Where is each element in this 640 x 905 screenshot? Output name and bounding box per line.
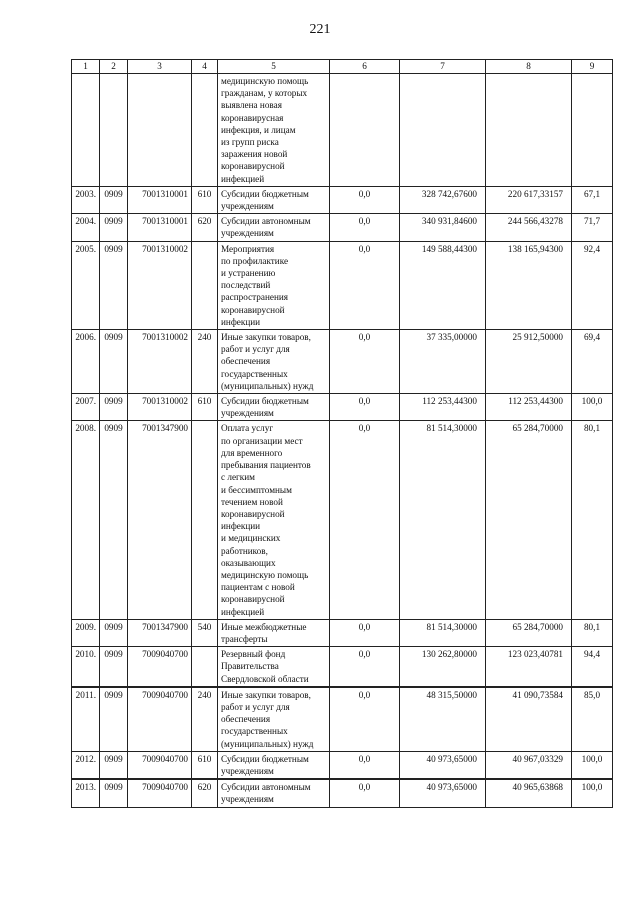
percent-executed: 69,4 [572, 330, 613, 394]
value-col-8: 244 566,43278 [486, 214, 572, 241]
column-header: 1 [72, 60, 100, 74]
table-row [72, 394, 613, 421]
item-name: медицинскую помощь гражданам, у которых выявлена новая коронавирусная инфекция, и лицам из групп риска заражения новой коронавирусной инфекцией [218, 74, 330, 187]
section-code: 0909 [100, 647, 128, 687]
table-row [72, 330, 613, 394]
section-code [100, 74, 128, 187]
value-col-8 [486, 74, 572, 187]
value-col-6: 0,0 [330, 421, 400, 619]
item-name: Мероприятия по профилактике и устранению последствий распространения коронавирусной инфекции [218, 241, 330, 329]
value-col-7: 81 514,30000 [400, 619, 486, 646]
expense-type-code: 610 [192, 751, 218, 779]
item-name: Субсидии бюджетным учреждениям [218, 751, 330, 779]
section-code: 0909 [100, 779, 128, 807]
row-number: 2010. [72, 647, 100, 687]
value-col-7: 81 514,30000 [400, 421, 486, 619]
value-col-8: 220 617,33157 [486, 186, 572, 213]
column-header: 8 [486, 60, 572, 74]
expense-type-code [192, 421, 218, 619]
table-row [72, 687, 613, 752]
target-article-code: 7009040700 [128, 751, 192, 779]
item-name: Субсидии бюджетным учреждениям [218, 186, 330, 213]
value-col-8: 112 253,44300 [486, 394, 572, 421]
value-col-7: 40 973,65000 [400, 779, 486, 807]
percent-executed: 100,0 [572, 394, 613, 421]
value-col-7: 149 588,44300 [400, 241, 486, 329]
item-name: Субсидии автономным учреждениям [218, 779, 330, 807]
section-code: 0909 [100, 619, 128, 646]
percent-executed [572, 74, 613, 187]
value-col-7: 48 315,50000 [400, 687, 486, 752]
percent-executed: 94,4 [572, 647, 613, 687]
section-code: 0909 [100, 186, 128, 213]
table-row [72, 619, 613, 646]
value-col-6: 0,0 [330, 394, 400, 421]
expense-type-code: 240 [192, 687, 218, 752]
expense-type-code [192, 74, 218, 187]
section-code: 0909 [100, 241, 128, 329]
row-number: 2005. [72, 241, 100, 329]
value-col-7: 130 262,80000 [400, 647, 486, 687]
item-name: Оплата услуг по организации мест для временного пребывания пациентов с легким и бессимптомным течением новой коронавирусной инфекции и медицинских работников, оказывающих медицинскую помощь пациентам с новой коронавирусной инфекцией [218, 421, 330, 619]
column-header: 7 [400, 60, 486, 74]
value-col-6: 0,0 [330, 214, 400, 241]
value-col-6: 0,0 [330, 330, 400, 394]
column-header: 2 [100, 60, 128, 74]
item-name: Иные закупки товаров, работ и услуг для обеспечения государственных (муниципальных) нужд [218, 687, 330, 752]
target-article-code: 7001310001 [128, 214, 192, 241]
percent-executed: 71,7 [572, 214, 613, 241]
value-col-6: 0,0 [330, 619, 400, 646]
target-article-code: 7009040700 [128, 687, 192, 752]
table-row [72, 214, 613, 241]
section-code: 0909 [100, 421, 128, 619]
column-header: 3 [128, 60, 192, 74]
item-name: Резервный фонд Правительства Свердловской области [218, 647, 330, 687]
row-number: 2013. [72, 779, 100, 807]
row-number: 2012. [72, 751, 100, 779]
value-col-6: 0,0 [330, 751, 400, 779]
value-col-8: 123 023,40781 [486, 647, 572, 687]
percent-executed: 80,1 [572, 421, 613, 619]
table-row [72, 241, 613, 329]
item-name: Иные межбюджетные трансферты [218, 619, 330, 646]
column-header: 9 [572, 60, 613, 74]
row-number: 2009. [72, 619, 100, 646]
table-row [72, 647, 613, 687]
target-article-code: 7001310002 [128, 394, 192, 421]
percent-executed: 100,0 [572, 779, 613, 807]
value-col-7: 328 742,67600 [400, 186, 486, 213]
expense-type-code: 620 [192, 214, 218, 241]
value-col-6: 0,0 [330, 779, 400, 807]
value-col-8: 65 284,70000 [486, 619, 572, 646]
row-number: 2007. [72, 394, 100, 421]
target-article-code [128, 74, 192, 187]
expense-type-code [192, 241, 218, 329]
value-col-8: 25 912,50000 [486, 330, 572, 394]
table-row [72, 751, 613, 779]
value-col-6: 0,0 [330, 186, 400, 213]
section-code: 0909 [100, 687, 128, 752]
section-code: 0909 [100, 751, 128, 779]
value-col-6: 0,0 [330, 647, 400, 687]
expense-type-code: 610 [192, 394, 218, 421]
row-number: 2011. [72, 687, 100, 752]
expense-type-code: 240 [192, 330, 218, 394]
row-number: 2003. [72, 186, 100, 213]
table-row [72, 74, 613, 187]
item-name: Субсидии бюджетным учреждениям [218, 394, 330, 421]
value-col-6 [330, 74, 400, 187]
value-col-8: 138 165,94300 [486, 241, 572, 329]
table-row [72, 779, 613, 807]
value-col-8: 65 284,70000 [486, 421, 572, 619]
row-number: 2006. [72, 330, 100, 394]
row-number: 2008. [72, 421, 100, 619]
target-article-code: 7001310002 [128, 241, 192, 329]
column-number-row [72, 60, 613, 74]
budget-table [71, 59, 613, 808]
value-col-7: 112 253,44300 [400, 394, 486, 421]
percent-executed: 80,1 [572, 619, 613, 646]
percent-executed: 85,0 [572, 687, 613, 752]
value-col-6: 0,0 [330, 241, 400, 329]
expense-type-code [192, 647, 218, 687]
value-col-7: 40 973,65000 [400, 751, 486, 779]
value-col-8: 40 967,03329 [486, 751, 572, 779]
value-col-8: 41 090,73584 [486, 687, 572, 752]
expense-type-code: 620 [192, 779, 218, 807]
percent-executed: 92,4 [572, 241, 613, 329]
section-code: 0909 [100, 214, 128, 241]
table-row [72, 186, 613, 213]
section-code: 0909 [100, 394, 128, 421]
target-article-code: 7009040700 [128, 647, 192, 687]
percent-executed: 100,0 [572, 751, 613, 779]
row-number [72, 74, 100, 187]
column-header: 6 [330, 60, 400, 74]
column-header: 5 [218, 60, 330, 74]
item-name: Субсидии автономным учреждениям [218, 214, 330, 241]
item-name: Иные закупки товаров, работ и услуг для обеспечения государственных (муниципальных) нужд [218, 330, 330, 394]
target-article-code: 7001310002 [128, 330, 192, 394]
value-col-6: 0,0 [330, 687, 400, 752]
expense-type-code: 610 [192, 186, 218, 213]
value-col-7 [400, 74, 486, 187]
section-code: 0909 [100, 330, 128, 394]
expense-type-code: 540 [192, 619, 218, 646]
target-article-code: 7001347900 [128, 619, 192, 646]
percent-executed: 67,1 [572, 186, 613, 213]
value-col-7: 340 931,84600 [400, 214, 486, 241]
table-row [72, 421, 613, 619]
value-col-8: 40 965,63868 [486, 779, 572, 807]
target-article-code: 7009040700 [128, 779, 192, 807]
target-article-code: 7001310001 [128, 186, 192, 213]
value-col-7: 37 335,00000 [400, 330, 486, 394]
column-header: 4 [192, 60, 218, 74]
target-article-code: 7001347900 [128, 421, 192, 619]
page-number: 221 [309, 22, 331, 37]
row-number: 2004. [72, 214, 100, 241]
